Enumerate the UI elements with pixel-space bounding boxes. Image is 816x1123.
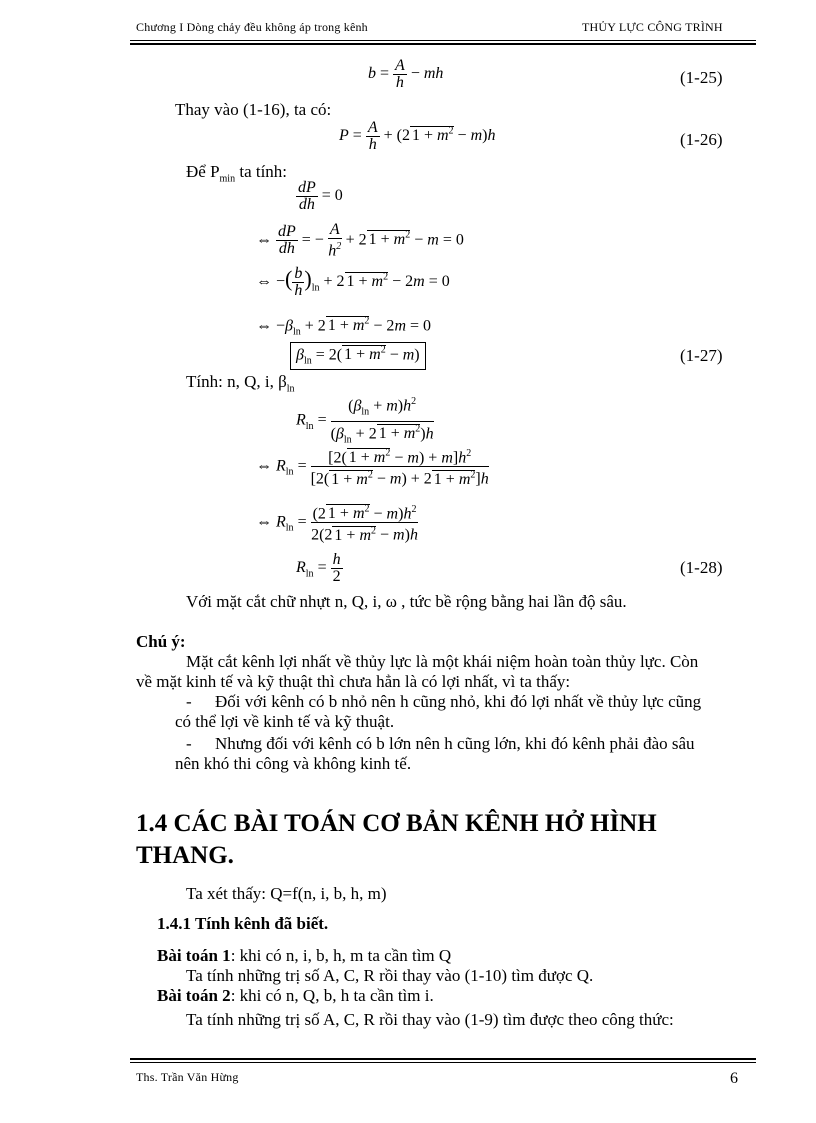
header-chapter: Chương I Dòng chảy đều không áp trong kênh [136, 20, 368, 34]
header-rule [130, 40, 756, 41]
pmin-intro: Để $P_{min}$ ta tính: [186, 162, 288, 185]
header-rule-thick [130, 43, 756, 45]
footer-rule-thick [130, 1058, 756, 1060]
equation-number-1-26: (1-26) [680, 130, 723, 149]
rectangle-conclusion: Với mặt cắt chữ nhựt n, Q, i, ω , tức bề rộng bằng hai lần độ sâu. [186, 592, 627, 611]
bullet-dash-2: - [186, 734, 192, 753]
problem-2-detail: Ta tính những trị số A, C, R rồi thay vào (1-9) tìm được theo công thức: [186, 1010, 674, 1029]
equation-number-1-28: (1-28) [680, 558, 723, 577]
header-book-title: THỦY LỰC CÔNG TRÌNH [582, 20, 723, 34]
rln-formula-3: ⇔ $R_{ln}$ = $\frac{(2 1 + m^2 - m)h^2}{2(2 1 + m^2 - m)h}$ [256, 504, 418, 544]
equation-number-1-27: (1-27) [680, 346, 723, 365]
equation-1-27-boxed: $\beta_{ln} = 2$( $1 + m^2 - m$) [290, 342, 426, 370]
rln-formula-2: ⇔ $R_{ln}$ = $\frac{[2( 1 + m^2 - m) + m]h^2}{[2( 1 + m^2 - m) + 2 1 + m^2]h}$ [256, 448, 489, 488]
note-title: Chú ý: [136, 632, 186, 651]
bullet-2-line1: Nhưng đối với kênh có b lớn nên h cũng lớn, khi đó kênh phải đào sâu [215, 734, 695, 753]
section-heading-line2: THANG. [136, 842, 234, 869]
note-paragraph-line2: về mặt kinh tế và kỹ thuật thì chưa hẳn là có lợi nhất, vì ta thấy: [136, 672, 571, 691]
beta-condition: ⇔ $-\beta_{ln} + 2$ $1 + m^2 - 2m = 0$ [256, 316, 432, 338]
ratio-condition: ⇔ −( $\frac{b}{h}$ )$_{ln} + 2$ $1 + m^2 - 2m = 0$ [256, 265, 450, 299]
problem-1-detail: Ta tính những trị số A, C, R rồi thay vào (1-10) tìm được Q. [186, 966, 594, 985]
section-intro: Ta xét thấy: Q=f(n, i, b, h, m) [186, 884, 387, 903]
bullet-dash-1: - [186, 692, 192, 711]
note-paragraph-line1: Mặt cắt kênh lợi nhất về thủy lực là một khái niệm hoàn toàn thủy lực. Còn [186, 652, 699, 671]
problem-1: Bài toán 1: khi có n, i, b, h, m ta cần tìm Q [157, 946, 452, 965]
bullet-1-line1: Đối với kênh có b nhỏ nên h cũng nhỏ, khi đó lợi nhất về thủy lực cũng [215, 692, 702, 711]
problem-2: Bài toán 2: khi có n, Q, b, h ta cần tìm i. [157, 986, 434, 1005]
equation-number-1-25: (1-25) [680, 68, 723, 87]
section-heading-line1: 1.4 CÁC BÀI TOÁN CƠ BẢN KÊNH HỞ HÌNH [136, 810, 657, 837]
footer-author: Ths. Trần Văn Hừng [136, 1070, 239, 1084]
subsection-heading: 1.4.1 Tính kênh đã biết. [157, 914, 329, 933]
footer-rule [130, 1062, 756, 1063]
rln-formula-1: $R_{ln}$ = $\frac{(\beta_{ln} + m)h^2}{(\beta_{ln} + 2 1 + m^2)h}$ [296, 396, 434, 446]
bullet-1-line2: có thể lợi về kinh tế và kỹ thuật. [175, 712, 395, 731]
rln-result: $R_{ln}$ = $\frac{h}{2}$ [296, 551, 341, 585]
equation-1-25: b = $\frac{A}{h}$ − mh [368, 57, 444, 91]
compute-label: Tính: n, Q, i, $\beta_{ln}$ [186, 372, 295, 395]
substitution-text: Thay vào (1-16), ta có: [175, 100, 332, 119]
equation-1-26: P = $\frac{A}{h}$ + (2 $1 + m^2 - m)h$ [339, 119, 496, 153]
bullet-2-line2: nên khó thi công và không kinh tế. [175, 754, 412, 773]
derivative-expanded: ⇔ $\frac{dP}{dh}$ = − $\frac{A}{h^2}$ + 2 $1 + m^2 - m = 0$ [256, 221, 464, 260]
page-number: 6 [730, 1070, 738, 1087]
derivative-zero: $\frac{dP}{dh}$ = 0 [298, 179, 343, 213]
